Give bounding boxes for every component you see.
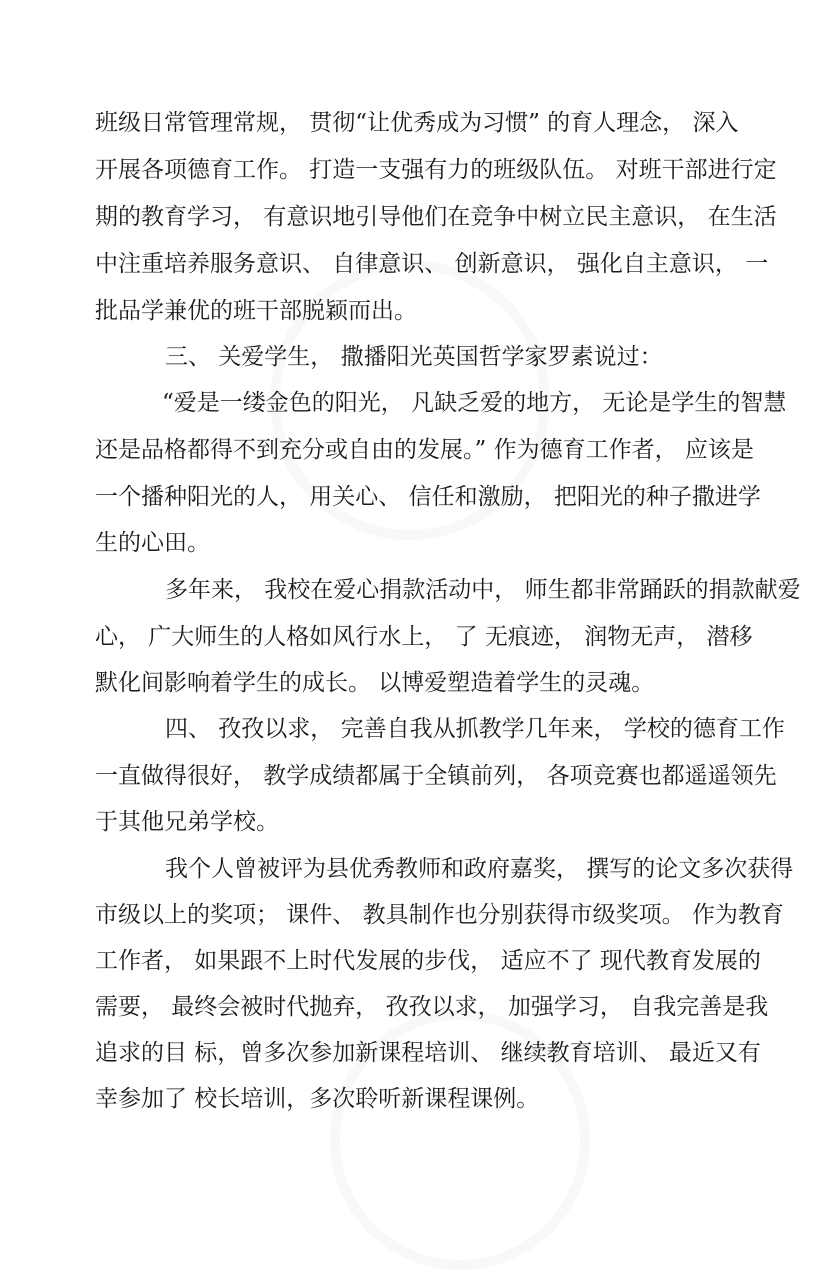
- text-line: “爱是一缕金色的阳光， 凡缺乏爱的地方， 无论是学生的智慧: [162, 390, 787, 416]
- text-line: 于其他兄弟学校。: [95, 809, 279, 835]
- text-line: 我个人曾被评为县优秀教师和政府嘉奖， 撰写的论文多次获得: [165, 856, 794, 882]
- text-line: 一个播种阳光的人， 用关心、 信任和激励， 把阳光的种子撒进学: [95, 484, 761, 510]
- text-line: 默化间影响着学生的成长。 以博爱塑造着学生的灵魂。: [95, 670, 655, 696]
- text-line: 市级以上的奖项； 课件、 教具制作也分别获得市级奖项。 作为教育: [95, 902, 784, 928]
- text-line: 工作者， 如果跟不上时代发展的步伐， 适应不了 现代教育发展的: [95, 948, 761, 974]
- text-line: 开展各项德育工作。 打造一支强有力的班级队伍。 对班干部进行定: [95, 157, 777, 183]
- text-line: 中注重培养服务意识、 自律意识、 创新意识， 强化自主意识， 一: [95, 251, 769, 277]
- text-line: 生的心田。: [95, 530, 210, 556]
- text-line: 需要， 最终会被时代抛弃， 孜孜以求， 加强学习， 自我完善是我: [95, 994, 769, 1020]
- section-heading-four: 四、 孜孜以求， 完善自我从抓教学几年来， 学校的德育工作: [165, 716, 785, 742]
- text-line: 幸参加了 校长培训，多次聆听新课程课例。: [95, 1086, 540, 1112]
- text-line: 批品学兼优的班干部脱颖而出。: [95, 298, 417, 324]
- text-line: 追求的目 标，曾多次参加新课程培训、 继续教育培训、 最近又有: [95, 1040, 761, 1066]
- section-heading-three: 三、 关爱学生， 撒播阳光英国哲学家罗素说过：: [165, 344, 663, 370]
- text-line: 心， 广大师生的人格如风行水上， 了 无痕迹， 润物无声， 潜移: [95, 624, 753, 650]
- text-line: 期的教育学习， 有意识地引导他们在竞争中树立民主意识， 在生活: [95, 204, 777, 230]
- text-line: 班级日常管理常规， 贯彻“让优秀成为习惯” 的育人理念， 深入: [95, 110, 739, 136]
- text-line: 一直做得很好， 教学成绩都属于全镇前列， 各项竞赛也都遥遥领先: [95, 763, 777, 789]
- text-line: 还是品格都得不到充分或自由的发展。” 作为德育工作者， 应该是: [95, 437, 754, 463]
- text-line: 多年来， 我校在爱心捐款活动中， 师生都非常踊跃的捐款献爱: [165, 577, 801, 603]
